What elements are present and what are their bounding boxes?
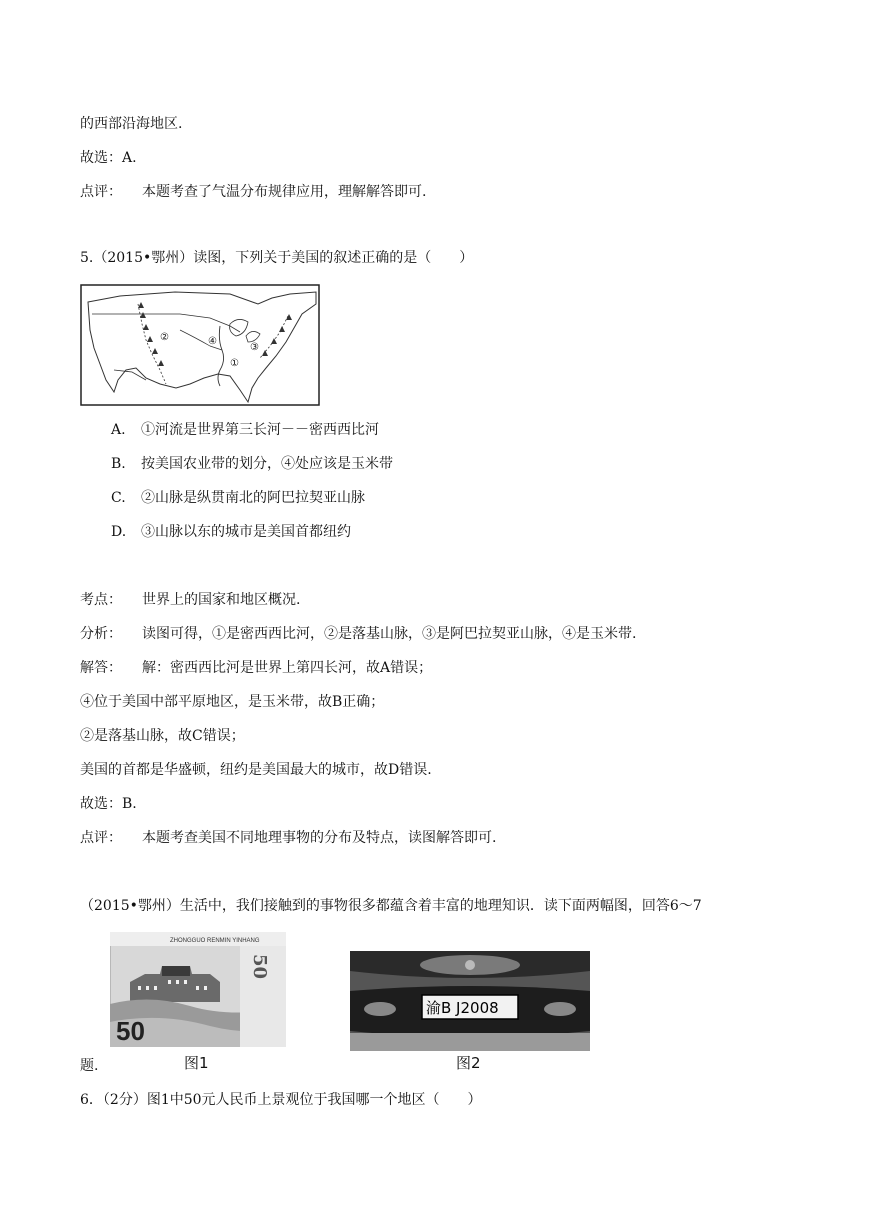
map-label-2: ② xyxy=(160,332,169,343)
option-c: C. ②山脉是纵贯南北的阿巴拉契亚山脉 xyxy=(111,490,365,506)
car-figure xyxy=(350,951,590,1051)
car-image xyxy=(350,951,590,1051)
comment-text: 本题考查了气温分布规律应用，理解解答即可. xyxy=(142,184,427,200)
map-label-3: ③ xyxy=(250,342,259,353)
prev-answer: 故选：A. xyxy=(80,150,137,166)
q6-stem: 6．（2分）图1中50元人民币上景观位于我国哪一个地区（ ） xyxy=(80,1092,482,1108)
usa-map xyxy=(80,284,320,406)
option-a: A. ①河流是世界第三长河－－密西西比河 xyxy=(111,422,379,438)
kaodian: 考点： 世界上的国家和地区概况. xyxy=(80,592,301,608)
fig1-caption: 图1 xyxy=(184,1054,209,1072)
map-label-1: ① xyxy=(230,358,239,369)
banknote-side-number: 50 xyxy=(249,954,270,980)
banknote-header: ZHONGGUO RENMIN YINHANG xyxy=(170,938,260,944)
comment-label: 点评： xyxy=(80,184,122,200)
banknote-image xyxy=(110,932,286,1047)
q6-7-intro: （2015•鄂州）生活中，我们接触到的事物很多都蕴含着丰富的地理知识．读下面两幅图，回答6～7 xyxy=(80,898,702,914)
jieda-line-4: 美国的首都是华盛顿，纽约是美国最大的城市，故D错误. xyxy=(80,762,432,778)
fenxi: 分析： 读图可得，①是密西西比河，②是落基山脉，③是阿巴拉契亚山脉，④是玉米带. xyxy=(80,626,637,642)
prev-comment xyxy=(80,183,426,201)
jieda-line-3: ②是落基山脉，故C错误； xyxy=(80,728,245,744)
license-plate-text: 渝B J2008 xyxy=(426,999,499,1017)
jieda: 解答： 解：密西西比河是世界上第四长河，故A错误； xyxy=(80,660,433,676)
q5-answer: 故选：B. xyxy=(80,796,137,812)
option-d: D. ③山脉以东的城市是美国首都纽约 xyxy=(111,524,351,540)
banknote-figure xyxy=(110,932,286,1047)
q6-7-intro-end: 题. xyxy=(80,1058,99,1074)
prev-text: 的西部沿海地区. xyxy=(80,116,183,132)
q5-stem: 5.（2015•鄂州）读图，下列关于美国的叙述正确的是（ ） xyxy=(80,250,474,266)
q5-comment: 点评： 本题考查美国不同地理事物的分布及特点，读图解答即可. xyxy=(80,830,497,846)
jieda-line-2: ④位于美国中部平原地区，是玉米带，故B正确； xyxy=(80,694,385,710)
option-b: B. 按美国农业带的划分，④处应该是玉米带 xyxy=(111,456,393,472)
banknote-number: 50 xyxy=(116,1016,145,1046)
map-label-4: ④ xyxy=(208,336,217,347)
fig2-caption: 图2 xyxy=(456,1054,481,1072)
usa-map-figure xyxy=(80,284,320,406)
